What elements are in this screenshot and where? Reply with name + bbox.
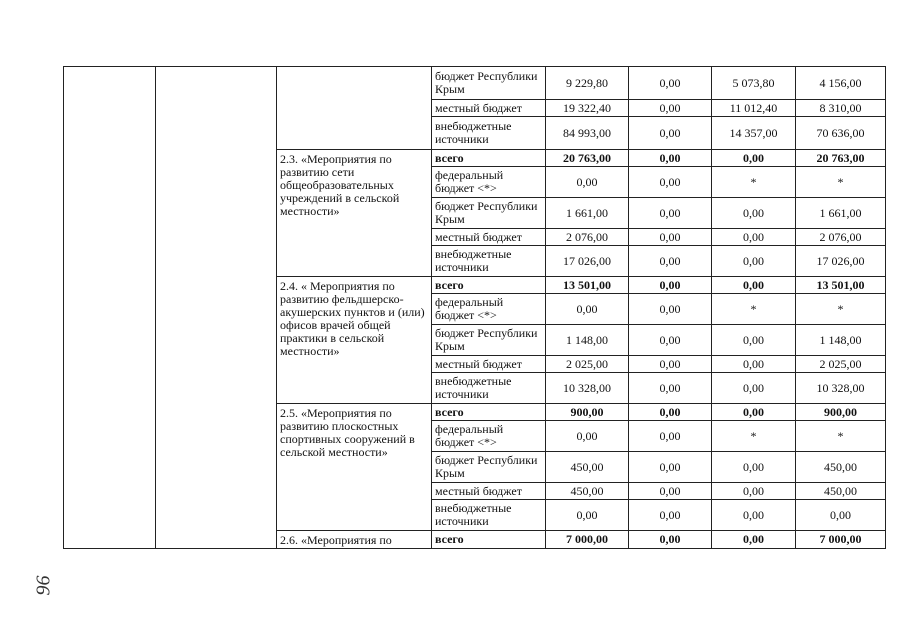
amount-cell-3: 0,00 <box>712 198 796 229</box>
not-applicable-mark: * <box>796 421 886 452</box>
amount-cell-2: 0,00 <box>629 404 712 421</box>
amount-cell-2: 0,00 <box>629 150 712 167</box>
funding-source-cell: федеральный бюджет <*> <box>432 421 546 452</box>
program-name-cell: 2.6. «Мероприятия по <box>277 531 432 549</box>
funding-source-cell: бюджет Республики Крым <box>432 198 546 229</box>
not-applicable-mark: * <box>796 167 886 198</box>
amount-cell-4: 450,00 <box>796 452 886 483</box>
amount-cell-1: 450,00 <box>546 452 629 483</box>
amount-cell-4: 17 026,00 <box>796 246 886 277</box>
program-cell-continued <box>277 67 432 150</box>
amount-cell-1: 2 076,00 <box>546 229 629 246</box>
amount-cell-1: 900,00 <box>546 404 629 421</box>
amount-cell-2: 0,00 <box>629 198 712 229</box>
funding-source-cell: бюджет Республики Крым <box>432 452 546 483</box>
amount-cell-3: 0,00 <box>712 404 796 421</box>
not-applicable-mark: * <box>712 167 796 198</box>
amount-cell-1: 0,00 <box>546 500 629 531</box>
funding-source-cell: местный бюджет <box>432 229 546 246</box>
amount-cell-3: 0,00 <box>712 500 796 531</box>
amount-cell-3: 0,00 <box>712 531 796 549</box>
funding-source-cell: внебюджетные источники <box>432 246 546 277</box>
amount-cell-4: 20 763,00 <box>796 150 886 167</box>
amount-cell-4: 450,00 <box>796 483 886 500</box>
amount-cell-2: 0,00 <box>629 356 712 373</box>
amount-cell-1: 1 148,00 <box>546 325 629 356</box>
not-applicable-mark: * <box>712 294 796 325</box>
program-name-cell: 2.3. «Мероприятия по развитию сети общеобразовательных учреждений в сельской местности» <box>277 150 432 277</box>
budget-table <box>63 66 886 549</box>
amount-cell-1: 17 026,00 <box>546 246 629 277</box>
budget-table-body <box>64 67 886 549</box>
amount-cell-3: 0,00 <box>712 452 796 483</box>
amount-cell-1: 84 993,00 <box>546 117 629 150</box>
funding-source-cell: местный бюджет <box>432 356 546 373</box>
funding-source-cell: федеральный бюджет <*> <box>432 167 546 198</box>
page-number: 96 <box>32 575 55 596</box>
amount-cell-4: 13 501,00 <box>796 277 886 294</box>
funding-source-cell: местный бюджет <box>432 483 546 500</box>
amount-cell-4: 2 076,00 <box>796 229 886 246</box>
not-applicable-mark: * <box>712 421 796 452</box>
amount-cell-2: 0,00 <box>629 452 712 483</box>
amount-cell-1: 2 025,00 <box>546 356 629 373</box>
amount-cell-4: 2 025,00 <box>796 356 886 373</box>
amount-cell-1: 10 328,00 <box>546 373 629 404</box>
funding-source-cell: всего <box>432 277 546 294</box>
amount-cell-3: 5 073,80 <box>712 67 796 100</box>
amount-cell-2: 0,00 <box>629 117 712 150</box>
amount-cell-1: 9 229,80 <box>546 67 629 100</box>
amount-cell-2: 0,00 <box>629 294 712 325</box>
amount-cell-3: 0,00 <box>712 229 796 246</box>
amount-cell-4: 4 156,00 <box>796 67 886 100</box>
amount-cell-3: 0,00 <box>712 373 796 404</box>
amount-cell-2: 0,00 <box>629 483 712 500</box>
amount-cell-2: 0,00 <box>629 67 712 100</box>
funding-source-cell: всего <box>432 404 546 421</box>
amount-cell-3: 11 012,40 <box>712 100 796 117</box>
blank-column-1 <box>64 67 156 549</box>
funding-source-cell: местный бюджет <box>432 100 546 117</box>
amount-cell-1: 7 000,00 <box>546 531 629 549</box>
amount-cell-1: 0,00 <box>546 167 629 198</box>
amount-cell-1: 450,00 <box>546 483 629 500</box>
funding-source-cell: внебюджетные источники <box>432 117 546 150</box>
amount-cell-3: 0,00 <box>712 325 796 356</box>
amount-cell-1: 1 661,00 <box>546 198 629 229</box>
amount-cell-4: 10 328,00 <box>796 373 886 404</box>
funding-source-cell: всего <box>432 531 546 549</box>
table-row <box>64 67 886 100</box>
amount-cell-4: 0,00 <box>796 500 886 531</box>
amount-cell-2: 0,00 <box>629 531 712 549</box>
amount-cell-4: 1 661,00 <box>796 198 886 229</box>
amount-cell-2: 0,00 <box>629 325 712 356</box>
blank-column-2 <box>156 67 277 549</box>
amount-cell-2: 0,00 <box>629 167 712 198</box>
amount-cell-3: 0,00 <box>712 150 796 167</box>
program-name-cell: 2.5. «Мероприятия по развитию плоскостных спортивных сооружений в сельской местности» <box>277 404 432 531</box>
amount-cell-2: 0,00 <box>629 229 712 246</box>
funding-source-cell: внебюджетные источники <box>432 500 546 531</box>
amount-cell-3: 14 357,00 <box>712 117 796 150</box>
amount-cell-4: 70 636,00 <box>796 117 886 150</box>
amount-cell-4: 7 000,00 <box>796 531 886 549</box>
amount-cell-4: 8 310,00 <box>796 100 886 117</box>
amount-cell-2: 0,00 <box>629 100 712 117</box>
amount-cell-3: 0,00 <box>712 246 796 277</box>
amount-cell-1: 19 322,40 <box>546 100 629 117</box>
funding-source-cell: внебюджетные источники <box>432 373 546 404</box>
amount-cell-3: 0,00 <box>712 277 796 294</box>
amount-cell-2: 0,00 <box>629 277 712 294</box>
amount-cell-4: 1 148,00 <box>796 325 886 356</box>
amount-cell-1: 20 763,00 <box>546 150 629 167</box>
amount-cell-2: 0,00 <box>629 373 712 404</box>
amount-cell-4: 900,00 <box>796 404 886 421</box>
amount-cell-3: 0,00 <box>712 356 796 373</box>
program-name-cell: 2.4. « Мероприятия по развитию фельдшерско-акушерских пунктов и (или) офисов врачей общей практики в сельской местности» <box>277 277 432 404</box>
funding-source-cell: федеральный бюджет <*> <box>432 294 546 325</box>
amount-cell-1: 0,00 <box>546 421 629 452</box>
amount-cell-2: 0,00 <box>629 500 712 531</box>
not-applicable-mark: * <box>796 294 886 325</box>
funding-source-cell: всего <box>432 150 546 167</box>
amount-cell-3: 0,00 <box>712 483 796 500</box>
funding-source-cell: бюджет Республики Крым <box>432 67 546 100</box>
amount-cell-2: 0,00 <box>629 421 712 452</box>
funding-source-cell: бюджет Республики Крым <box>432 325 546 356</box>
amount-cell-1: 13 501,00 <box>546 277 629 294</box>
amount-cell-2: 0,00 <box>629 246 712 277</box>
amount-cell-1: 0,00 <box>546 294 629 325</box>
